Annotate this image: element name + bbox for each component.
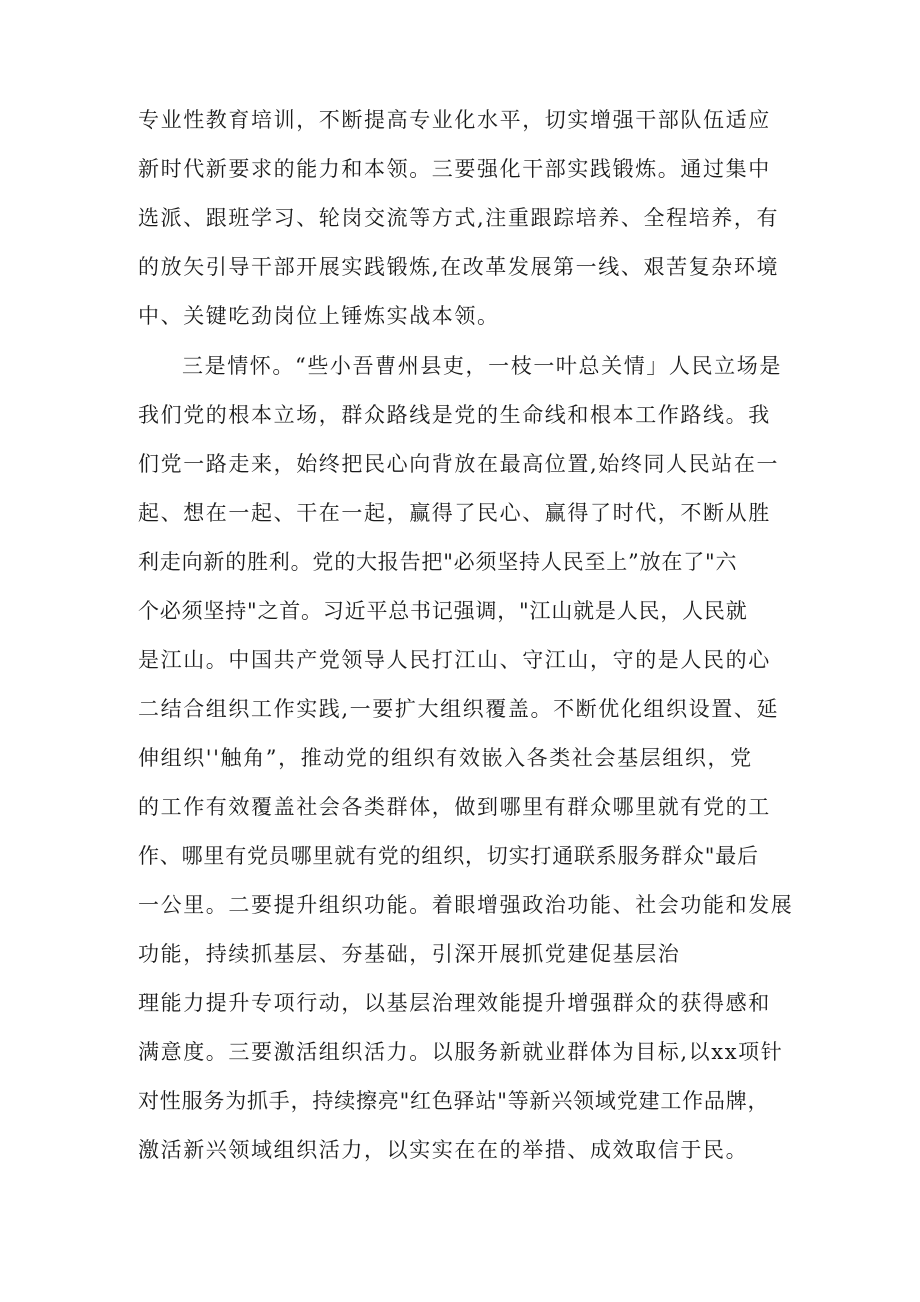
text-line: 我们党的根本立场，群众路线是党的生命线和根本工作路线。我 (138, 403, 771, 427)
text-line: 作、哪里有党员哪里就有党的组织，切实打通联系服务群众"最后 (138, 844, 759, 868)
paragraph-first-line: 三是情怀。“些小吾曹州县吏，一枝一叶总关情」人民立场是 (182, 354, 782, 378)
text-line: 一公里。二要提升组织功能。着眼增强政治功能、社会功能和发展 (138, 893, 794, 917)
text-line: 起、想在一起、干在一起，赢得了民心、赢得了时代，不断从胜 (138, 501, 771, 525)
text-line: 选派、跟班学习、轮岗交流等方式,注重跟踪培养、全程培养，有 (138, 206, 780, 230)
text-line: 利走向新的胜利。党的大报告把"必须坚持人民至上”放在了"六 (138, 550, 738, 574)
text-line: 激活新兴领域组织活力，以实实在在的举措、成效取信于民。 (138, 1138, 749, 1162)
text-line: 满意度。三要激活组织活力。以服务新就业群体为目标,以xx项针 (138, 1040, 784, 1064)
text-line: 是江山。中国共产党领导人民打江山、守江山，守的是人民的心 (138, 648, 771, 672)
text-line: 专业性教育培训，不断提高专业化水平，切实增强干部队伍适应 (138, 108, 771, 132)
text-line: 对性服务为抓手，持续擦亮"红色驿站"等新兴领域党建工作品牌， (138, 1089, 770, 1113)
text-line: 理能力提升专项行动，以基层治理效能提升增强群众的获得感和 (138, 991, 771, 1015)
text-line: 二结合组织工作实践,一要扩大组织覆盖。不断优化组织设置、延 (138, 697, 780, 721)
text-line: 中、关键吃劲岗位上锤炼实战本领。 (138, 304, 500, 328)
text-line: 个必须坚持"之首。习近平总书记强调，"江山就是人民，人民就 (138, 599, 748, 623)
text-line: 们党一路走来，始终把民心向背放在最高位置,始终同人民站在一 (138, 452, 780, 476)
text-line: 功能，持续抓基层、夯基础，引深开展抓党建促基层治 (138, 942, 681, 966)
text-line: 的工作有效覆盖社会各类群体，做到哪里有群众哪里就有党的工 (138, 795, 771, 819)
text-line: 的放矢引导干部开展实践锻炼,在改革发展第一线、艰苦复杂环境 (138, 255, 780, 279)
text-line: 新时代新要求的能力和本领。三要强化干部实践锻炼。通过集中 (138, 157, 771, 181)
text-line: 伸组织''触角”，推动党的组织有效嵌入各类社会基层组织，党 (138, 746, 753, 770)
